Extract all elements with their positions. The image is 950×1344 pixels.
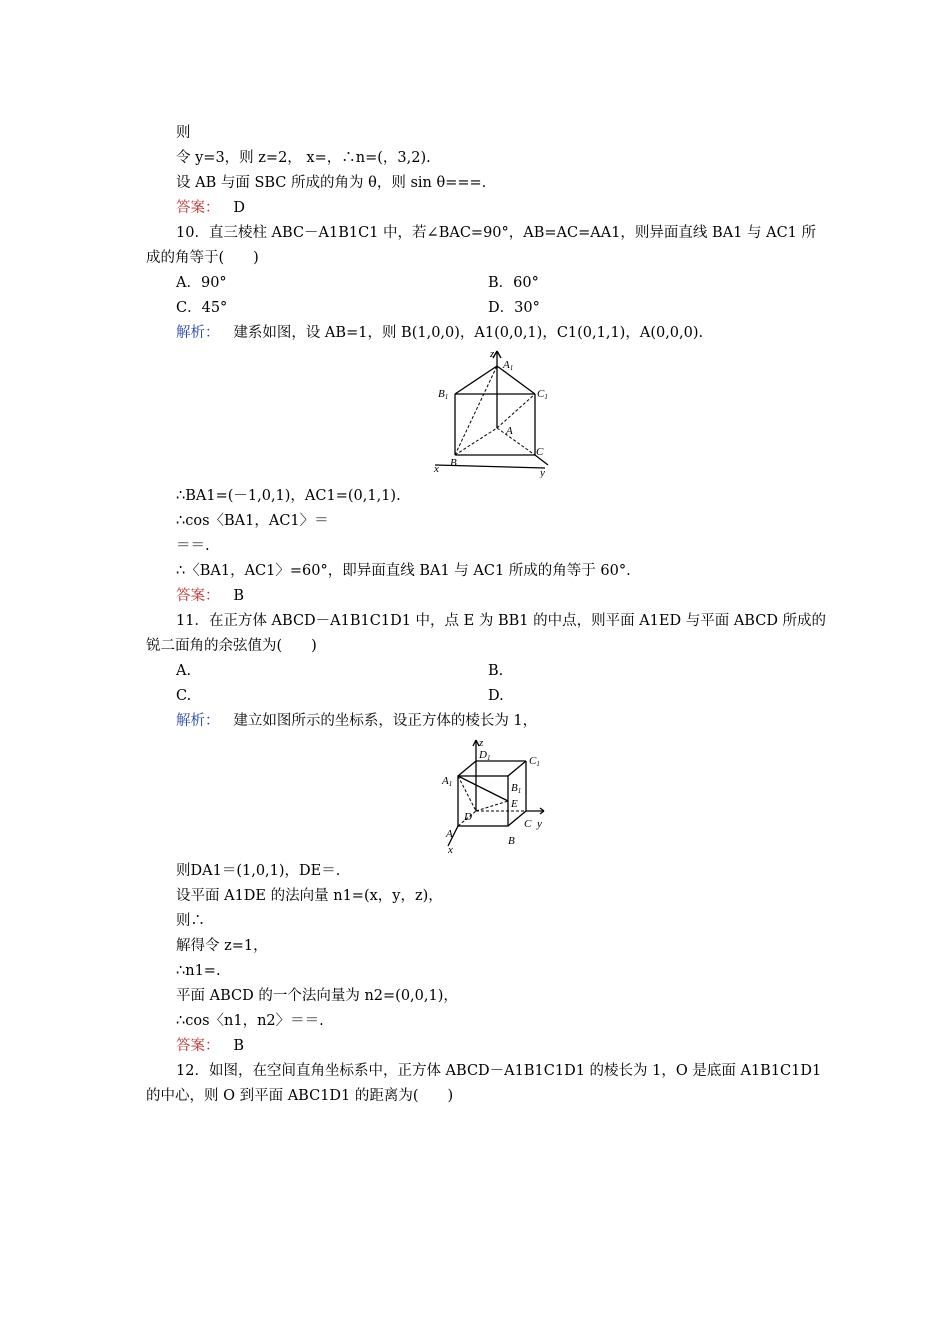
s10-line-1: ∴BA1=(－1,0,1)，AC1=(0,1,1). bbox=[176, 488, 401, 504]
line-3: 设 AB 与面 SBC 所成的角为 θ，则 sin θ===. bbox=[176, 175, 487, 191]
label-c: C bbox=[536, 446, 544, 458]
label-a1: A1 bbox=[442, 775, 453, 788]
question-10-line-2: 成的角等于( ) bbox=[146, 250, 259, 266]
answer-label: 答案： bbox=[176, 588, 220, 604]
label-b: B bbox=[450, 457, 457, 469]
q11-option-a: A. bbox=[176, 663, 192, 679]
label-d1: D1 bbox=[479, 749, 491, 762]
s11-line-5: ∴n1=. bbox=[176, 963, 221, 979]
axis-z-label: z bbox=[490, 348, 495, 360]
analysis-label: 解析： bbox=[176, 325, 220, 341]
answer-label: 答案： bbox=[176, 1038, 220, 1054]
line-1: 则 bbox=[176, 125, 191, 141]
axis-y-label: y bbox=[537, 818, 542, 830]
s11-line-3: 则∴ bbox=[176, 913, 205, 929]
s10-line-3: ＝＝. bbox=[176, 538, 210, 554]
q11-option-d: D. bbox=[488, 688, 504, 704]
question-11-line-1: 11．在正方体 ABCD－A1B1C1D1 中，点 E 为 BB1 的中点，则平面 A1ED 与平面 ABCD 所成的 bbox=[176, 613, 827, 629]
s11-line-1: 则DA1＝(1,0,1)，DE＝. bbox=[176, 863, 341, 879]
prism-figure bbox=[430, 348, 560, 478]
answer-1 bbox=[176, 199, 245, 217]
line-2: 令 y=3，则 z=2， x=，∴n=(，3,2). bbox=[176, 150, 431, 166]
axis-x-label: x bbox=[448, 844, 453, 856]
question-12-line-2: 的中心，则 O 到平面 ABC1D1 的距离为( ) bbox=[146, 1088, 454, 1104]
label-b1: B1 bbox=[511, 782, 522, 795]
q11-option-c: C. bbox=[176, 688, 192, 704]
question-12-line-1: 12．如图，在空间直角坐标系中，正方体 ABCD－A1B1C1D1 的棱长为 1，O 是底面 A1B1C1D1 bbox=[176, 1063, 822, 1079]
answer-2 bbox=[176, 587, 244, 605]
q10-option-a: A．90° bbox=[176, 275, 227, 291]
label-c1: C1 bbox=[537, 388, 548, 401]
solution-10 bbox=[176, 324, 703, 342]
axis-y-label: y bbox=[540, 467, 545, 478]
q10-option-c: C．45° bbox=[176, 300, 228, 316]
label-d: D bbox=[464, 811, 472, 823]
answer-value: B bbox=[233, 1038, 244, 1054]
analysis-label: 解析： bbox=[176, 713, 220, 729]
label-b1: B1 bbox=[438, 388, 449, 401]
analysis-text: 建立如图所示的坐标系，设正方体的棱长为 1， bbox=[233, 713, 538, 729]
answer-value: B bbox=[233, 588, 244, 604]
label-a: A bbox=[506, 425, 513, 437]
s11-line-2: 设平面 A1DE 的法向量 n1=(x，y，z)， bbox=[176, 888, 443, 904]
answer-value: D bbox=[233, 200, 245, 216]
s10-line-4: ∴〈BA1，AC1〉=60°，即异面直线 BA1 与 AC1 所成的角等于 60°. bbox=[176, 563, 631, 579]
label-a1: A1 bbox=[503, 359, 514, 372]
question-10-line-1: 10．直三棱柱 ABC－A1B1C1 中，若∠BAC=90°，AB=AC=AA1，则异面直线 BA1 与 AC1 所 bbox=[176, 225, 817, 241]
answer-label: 答案： bbox=[176, 200, 220, 216]
answer-3 bbox=[176, 1037, 244, 1055]
solution-11 bbox=[176, 712, 537, 730]
cube-figure bbox=[436, 736, 551, 856]
q10-option-d: D．30° bbox=[488, 300, 540, 316]
label-a: A bbox=[446, 828, 453, 840]
s11-line-7: ∴cos〈n1，n2〉＝＝. bbox=[176, 1013, 324, 1029]
s10-line-2: ∴cos〈BA1，AC1〉＝ bbox=[176, 513, 329, 529]
s11-line-6: 平面 ABCD 的一个法向量为 n2=(0,0,1)， bbox=[176, 988, 458, 1004]
s11-line-4: 解得令 z=1， bbox=[176, 938, 268, 954]
analysis-text: 建系如图，设 AB=1，则 B(1,0,0)，A1(0,0,1)，C1(0,1,1)，A(0,0,0). bbox=[233, 325, 704, 341]
label-c: C bbox=[524, 818, 532, 830]
q10-option-b: B．60° bbox=[488, 275, 539, 291]
q11-option-b: B. bbox=[488, 663, 504, 679]
axis-z-label: z bbox=[479, 737, 484, 749]
label-e: E bbox=[511, 798, 518, 810]
question-11-line-2: 锐二面角的余弦值为( ) bbox=[146, 638, 317, 654]
axis-x-label: x bbox=[434, 463, 439, 475]
label-b: B bbox=[508, 835, 515, 847]
label-c1: C1 bbox=[529, 755, 540, 768]
